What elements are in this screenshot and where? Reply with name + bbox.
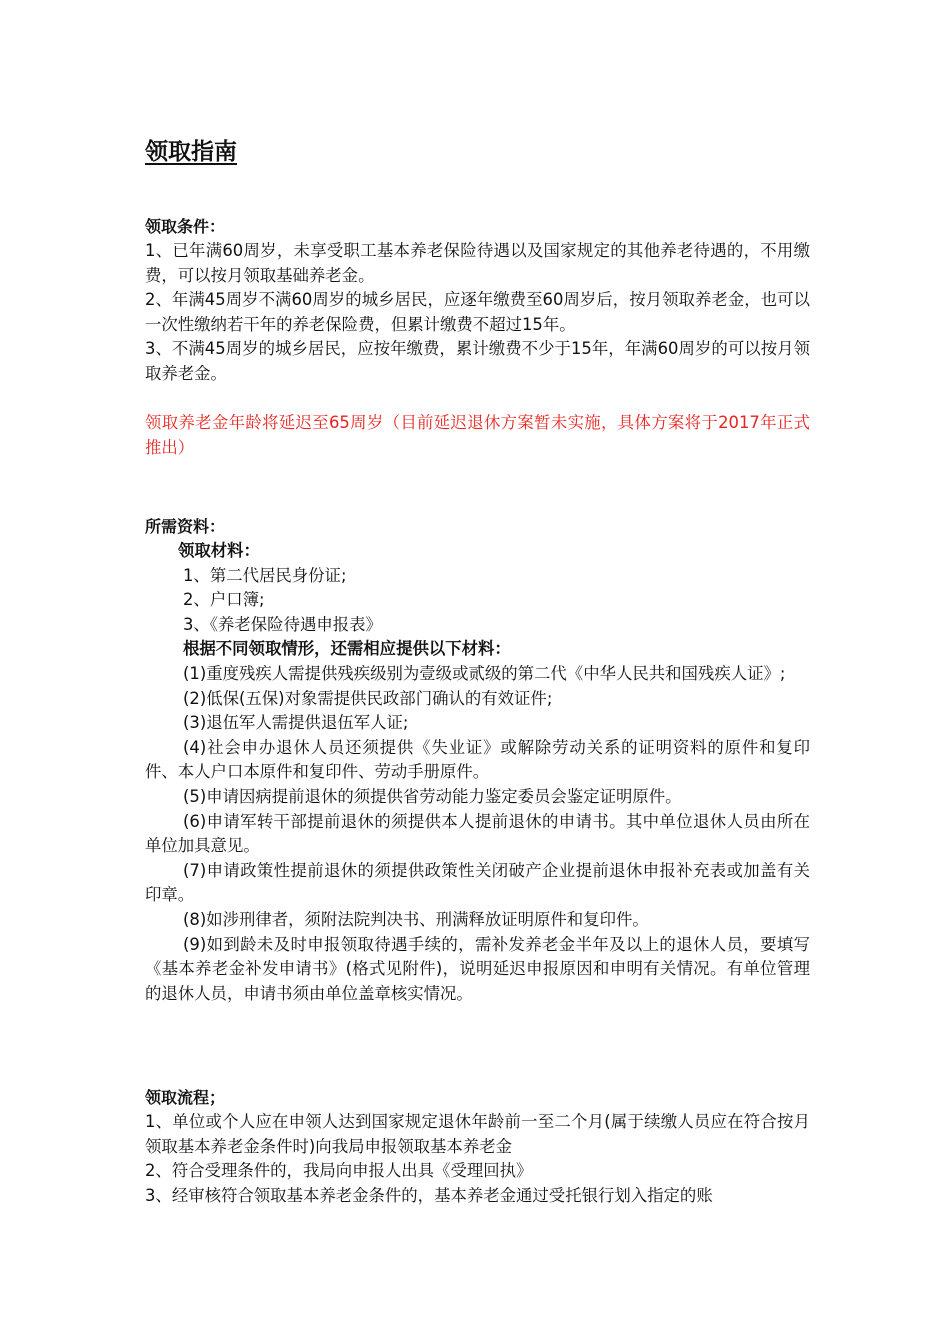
notice-section	[145, 411, 810, 460]
extra-material-item: (1)重度残疾人需提供残疾级别为壹级或贰级的第二代《中华人民共和国残疾人证》;	[183, 663, 786, 683]
material-item: 3、《养老保险待遇申报表》	[183, 614, 382, 634]
process-heading: 领取流程；	[145, 1088, 226, 1107]
materials-section	[145, 515, 810, 1006]
material-item: 2、户口簿;	[183, 590, 265, 610]
process-step: 2、符合受理条件的，我局向申报人出具《受理回执》	[145, 1161, 533, 1181]
materials-subheading: 领取材料：	[178, 541, 260, 560]
extra-materials-heading: 根据不同领取情形，还需相应提供以下材料：	[183, 639, 511, 659]
page-title: 领取指南	[145, 139, 237, 165]
extra-material-item: (3)退伍军人需提供退伍军人证;	[183, 713, 409, 733]
extra-material-item: (8)如涉刑律者，须附法院判决书、刑满释放证明原件和复印件。	[183, 909, 649, 929]
extra-material-item: (5)申请因病提前退休的须提供省劳动能力鉴定委员会鉴定证明原件。	[183, 786, 682, 806]
process-step: 1、单位或个人应在申领人达到国家规定退休年龄前一至二个月(属于续缴人员应在符合按月领取基本养老金条件时)向我局申报领取基本养老金	[145, 1112, 810, 1156]
extra-material-item: (2)低保(五保)对象需提供民政部门确认的有效证件;	[183, 688, 553, 708]
extra-material-item: (7)申请政策性提前退休的须提供政策性关闭破产企业提前退休申报补充表或加盖有关印章。	[145, 860, 810, 905]
process-section	[145, 1086, 810, 1208]
material-item: 1、第二代居民身份证;	[183, 565, 347, 585]
conditions-section	[145, 215, 810, 387]
condition-item: 2、年满45周岁不满60周岁的城乡居民，应逐年缴费至60周岁后，按月领取养老金，也可以一次性缴纳若干年的养老保险费，但累计缴费不超过15年。	[145, 290, 810, 334]
extra-material-item: (9)如到龄未及时申报领取待遇手续的，需补发养老金半年及以上的退休人员，要填写《基本养老金补发申请书》(格式见附件)，说明延迟申报原因和申明有关情况。有单位管理的退休人员，申请书须由单位盖章核实情况。	[145, 934, 810, 1003]
materials-heading: 所需资料：	[145, 517, 226, 536]
extra-material-item: (6)申请军转干部提前退休的须提供本人提前退休的申请书。其中单位退休人员由所在单位加具意见。	[145, 811, 810, 856]
condition-item: 3、不满45周岁的城乡居民，应按年缴费，累计缴费不少于15年，年满60周岁的可以按月领取养老金。	[145, 339, 810, 383]
conditions-heading: 领取条件：	[145, 217, 226, 236]
retirement-age-notice: 领取养老金年龄将延迟至65周岁（目前延迟退休方案暂未实施，具体方案将于2017年正式推出）	[145, 413, 810, 457]
condition-item: 1、已年满60周岁，未享受职工基本养老保险待遇以及国家规定的其他养老待遇的，不用缴费，可以按月领取基础养老金。	[145, 241, 810, 285]
extra-material-item: (4)社会申办退休人员还须提供《失业证》或解除劳动关系的证明资料的原件和复印件、本人户口本原件和复印件、劳动手册原件。	[145, 737, 810, 782]
process-step: 3、经审核符合领取基本养老金条件的，基本养老金通过受托银行划入指定的账	[145, 1185, 713, 1205]
